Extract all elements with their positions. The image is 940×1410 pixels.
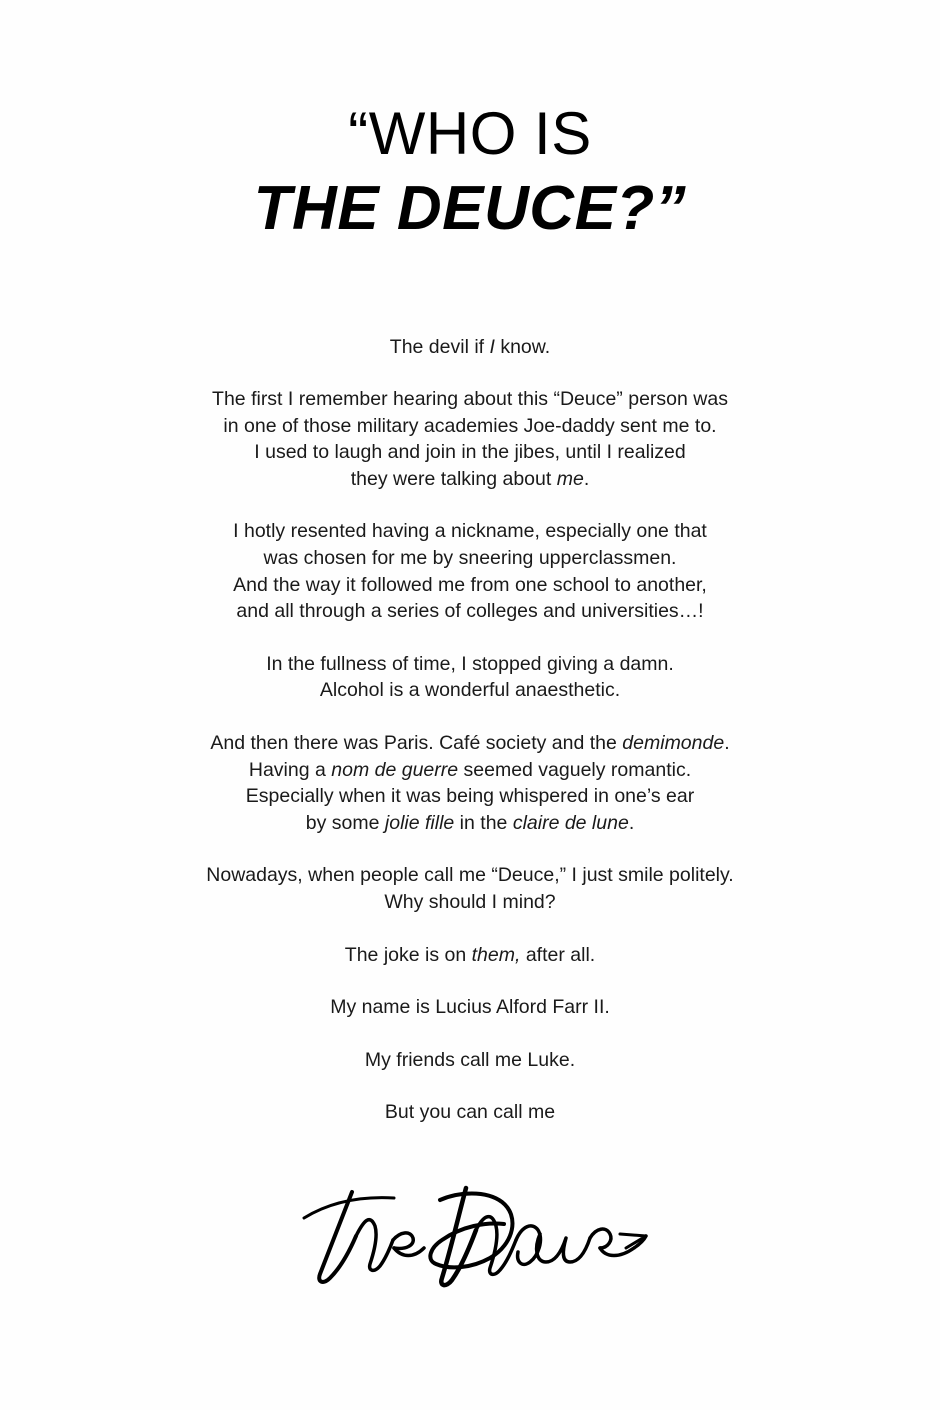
text-line [0, 413, 940, 440]
text-line [0, 757, 940, 784]
text-line [0, 518, 940, 545]
paragraph [0, 942, 940, 969]
body-text [0, 334, 940, 1126]
text-line [0, 466, 940, 493]
emphasis-text: jolie fille [384, 811, 455, 834]
text-run: Why should I mind? [384, 891, 556, 913]
page-title [0, 0, 940, 248]
text-run: But you can call me [384, 1101, 556, 1124]
text-run: And the way it followed me from one school to another, [233, 573, 707, 596]
paragraph [0, 518, 940, 624]
text-line [0, 677, 940, 704]
text-run: The joke is on [344, 943, 472, 966]
emphasis-text: demimonde [622, 732, 725, 755]
text-run: I used to laugh and join in the jibes, until I realized [254, 441, 686, 464]
text-line [0, 783, 940, 810]
text-line [0, 862, 940, 889]
text-run: after all. [520, 943, 596, 966]
text-line [0, 889, 940, 916]
text-run: Especially when it was being whispered in one’s ear [245, 785, 695, 808]
text-run: . [724, 732, 730, 755]
text-run: in the [454, 811, 513, 834]
emphasis-text: I [489, 335, 495, 358]
emphasis-text: them, [471, 943, 521, 966]
text-run: And then there was Paris. Café society and the [210, 732, 623, 755]
text-run: The devil if [389, 335, 490, 358]
signature-block [0, 1178, 940, 1303]
title-line-one: “WHO IS [348, 100, 592, 167]
text-run: Alcohol is a wonderful anaesthetic. [319, 679, 621, 702]
paragraph [0, 1047, 940, 1074]
text-run: by some [305, 811, 385, 834]
text-line [0, 545, 940, 572]
text-line [0, 1047, 940, 1074]
text-line [0, 810, 940, 837]
text-line [0, 651, 940, 678]
paragraph [0, 334, 940, 361]
text-line [0, 334, 940, 361]
text-run: In the fullness of time, I stopped giving a damn. [266, 652, 674, 675]
paragraph [0, 386, 940, 492]
text-run: know. [494, 335, 551, 358]
text-run: they were talking about [350, 467, 557, 490]
paragraph [0, 1099, 940, 1126]
emphasis-text: me [556, 467, 584, 490]
text-run: was chosen for me by sneering upperclassmen. [263, 547, 677, 570]
paragraph [0, 994, 940, 1021]
text-run: The first I remember hearing about this “Deuce” person was [212, 388, 728, 411]
text-line [0, 942, 940, 969]
text-run: I hotly resented having a nickname, especially one that [233, 520, 707, 543]
paragraph [0, 651, 940, 704]
text-line [0, 572, 940, 599]
title-line-two: THE DEUCE?” [253, 174, 687, 243]
text-line [0, 1099, 940, 1126]
text-line [0, 598, 940, 625]
paragraph [0, 862, 940, 915]
text-line [0, 386, 940, 413]
text-run: seemed vaguely romantic. [458, 758, 692, 781]
text-line [0, 730, 940, 757]
text-run: Having a [248, 758, 332, 781]
text-run: My name is Lucius Alford Farr II. [330, 996, 610, 1019]
text-line [0, 994, 940, 1021]
text-run: Nowadays, when people call me “Deuce,” I just smile politely. [206, 864, 734, 887]
text-run: . [583, 467, 590, 490]
text-run: My friends call me Luke. [364, 1048, 576, 1071]
text-run: . [628, 811, 635, 834]
emphasis-text: claire de lune [512, 811, 629, 834]
handwritten-signature-icon [290, 1178, 650, 1303]
paragraph [0, 730, 940, 836]
text-run: and all through a series of colleges and universities…! [236, 600, 704, 623]
emphasis-text: nom de guerre [331, 758, 459, 781]
text-run: in one of those military academies Joe-daddy sent me to. [223, 414, 717, 437]
text-line [0, 439, 940, 466]
